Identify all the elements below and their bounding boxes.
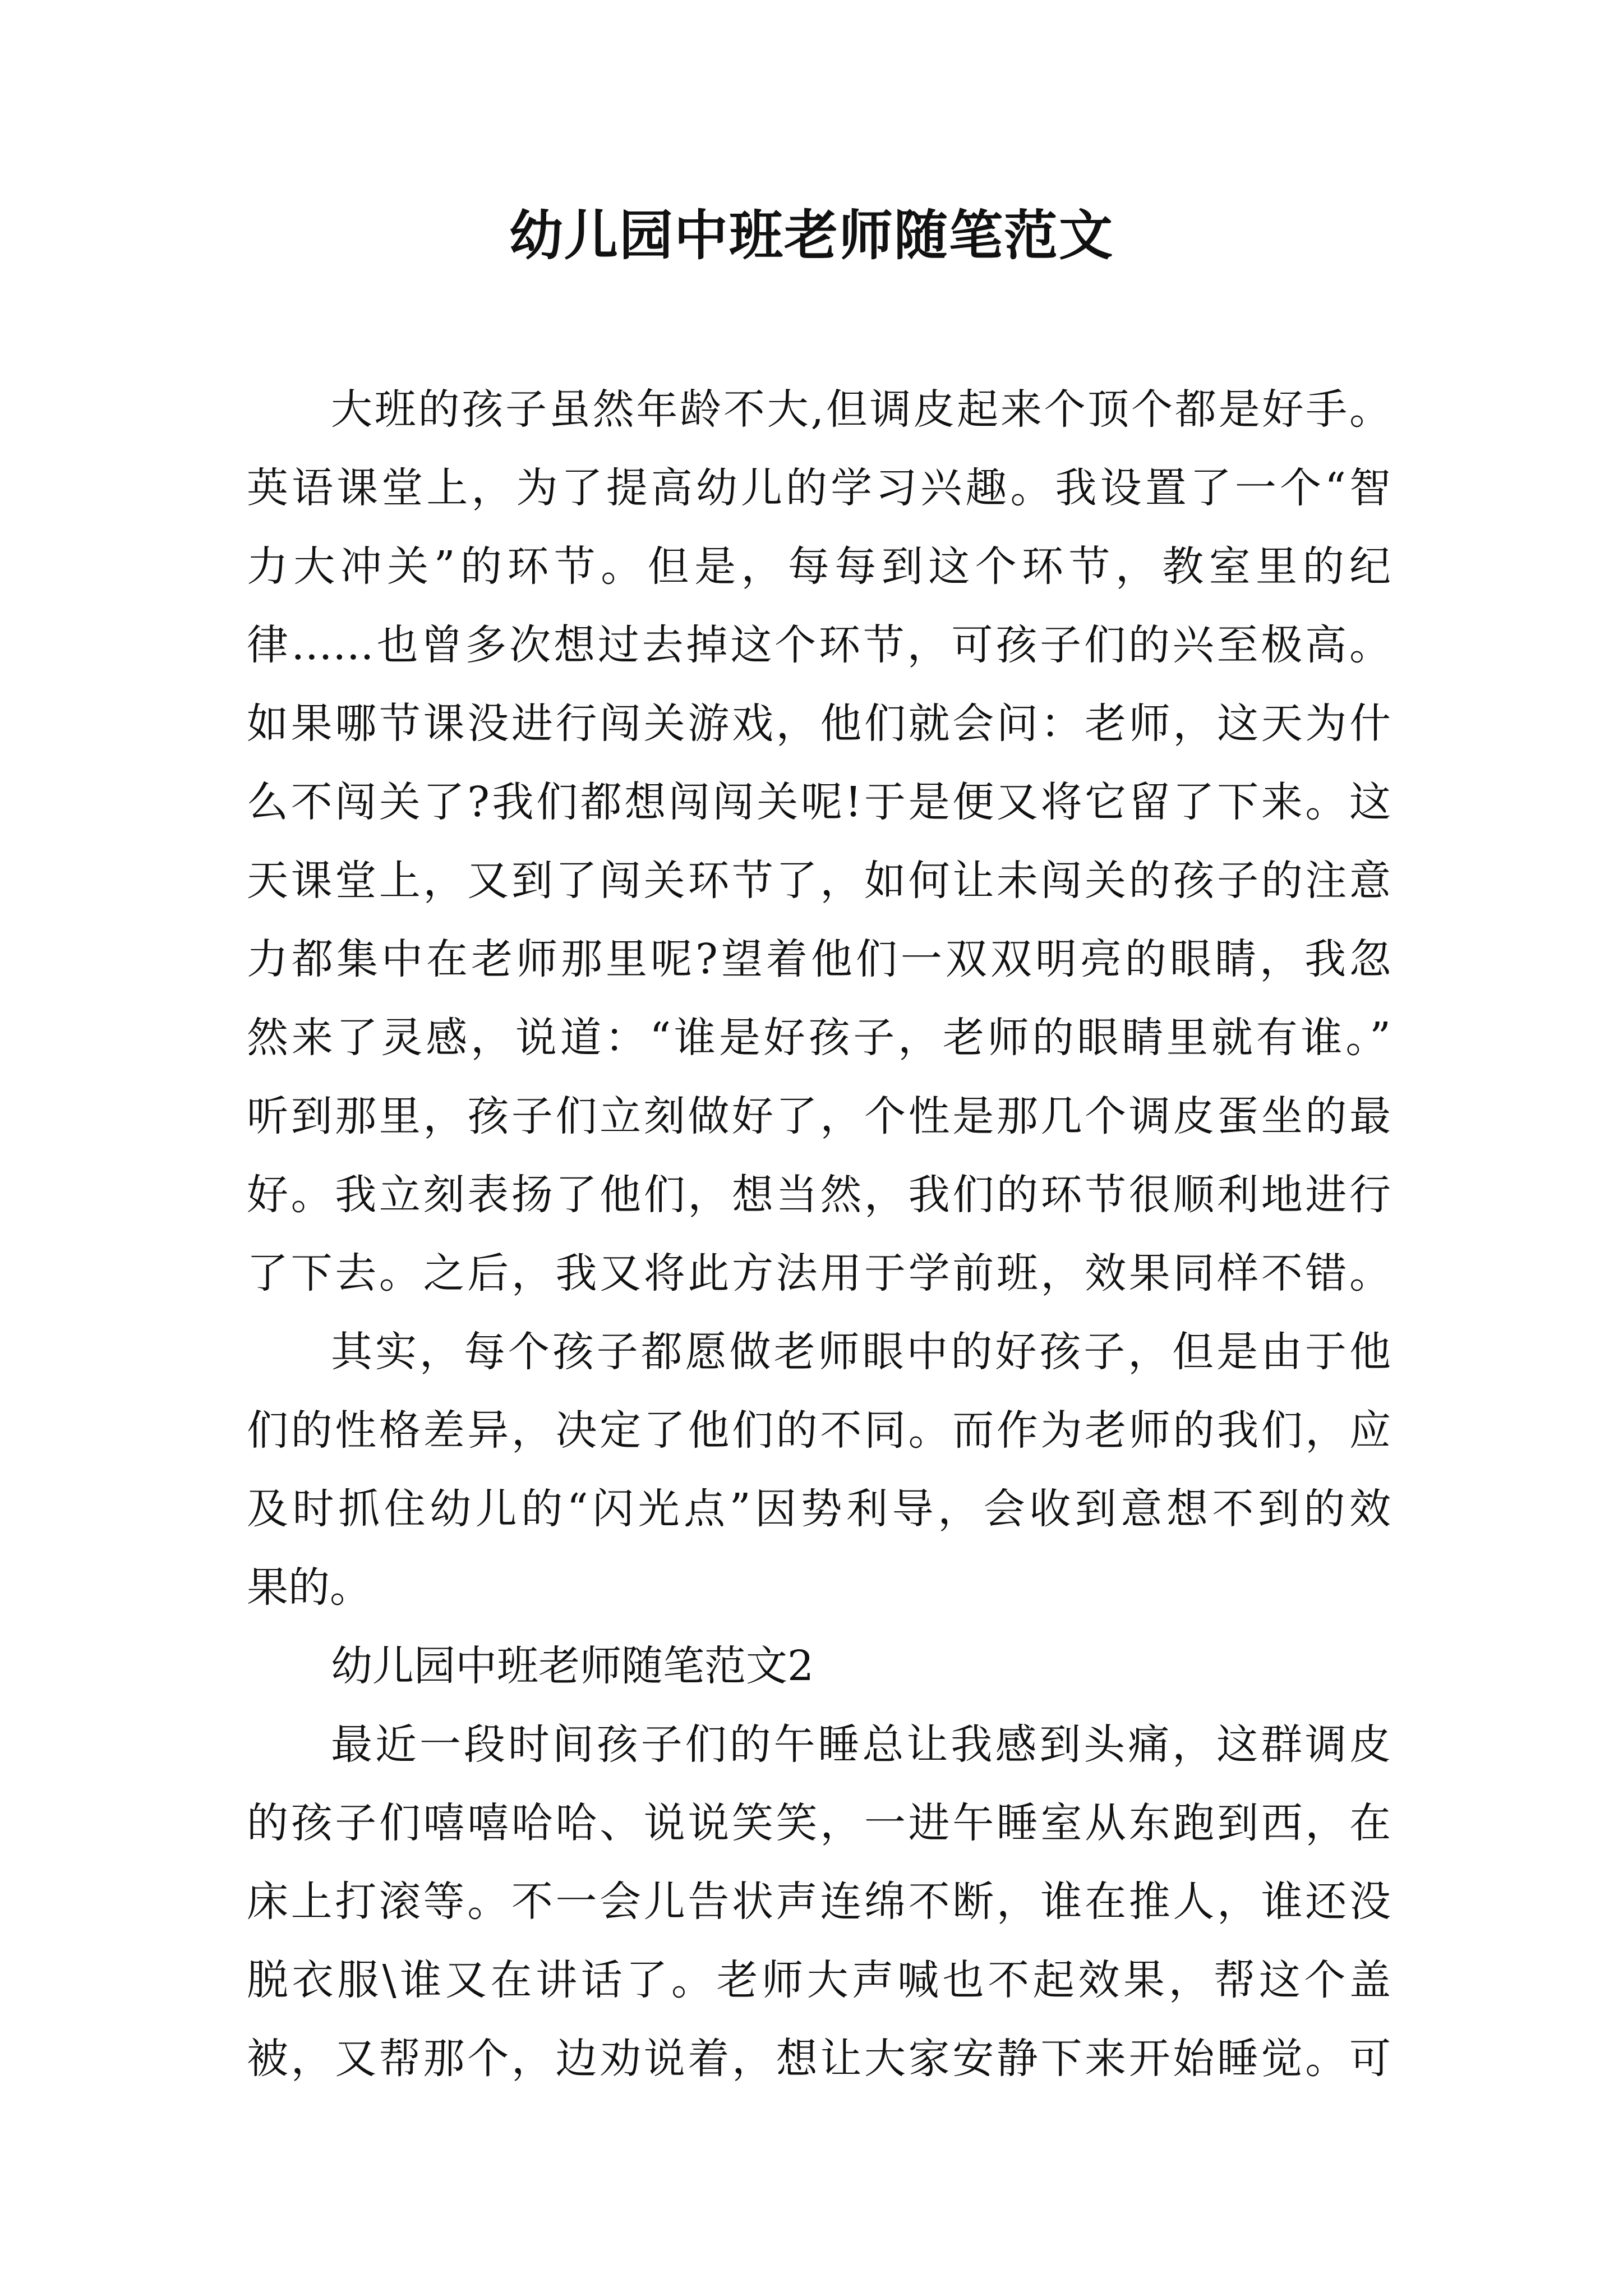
text-line: 们的性格差异，决定了他们的不同。而作为老师的我们，应	[247, 1406, 1391, 1455]
text-line: 听到那里，孩子们立刻做好了，个性是那几个调皮蛋坐的最	[247, 1092, 1391, 1140]
text-line: 律……也曾多次想过去掉这个环节，可孩子们的兴至极高。	[247, 621, 1391, 669]
text-line: 及时抓住幼儿的“闪光点”因势利导，会收到意想不到的效	[247, 1485, 1391, 1533]
text-line: 英语课堂上，为了提高幼儿的学习兴趣。我设置了一个“智	[247, 464, 1391, 512]
text-line: 的孩子们嘻嘻哈哈、说说笑笑，一进午睡室从东跑到西，在	[247, 1799, 1391, 1847]
text-line: 天课堂上，又到了闯关环节了，如何让未闯关的孩子的注意	[247, 857, 1391, 905]
text-line: 力都集中在老师那里呢?望着他们一双双明亮的眼睛，我忽	[247, 935, 1391, 983]
text-line: 如果哪节课没进行闯关游戏，他们就会问：老师，这天为什	[247, 700, 1391, 748]
text-line: 幼儿园中班老师随笔范文2	[331, 1642, 814, 1690]
text-line: 力大冲关”的环节。但是，每每到这个环节，教室里的纪	[247, 542, 1391, 591]
text-line: 大班的孩子虽然年龄不大,但调皮起来个顶个都是好手。	[331, 385, 1391, 434]
text-line: 么不闯关了?我们都想闯闯关呢!于是便又将它留了下来。这	[247, 778, 1391, 826]
text-line: 最近一段时间孩子们的午睡总让我感到头痛，这群调皮	[331, 1720, 1391, 1769]
text-line: 床上打滚等。不一会儿告状声连绵不断，谁在推人，谁还没	[247, 1878, 1391, 1926]
text-line: 其实，每个孩子都愿做老师眼中的好孩子，但是由于他	[331, 1328, 1391, 1376]
text-line: 然来了灵感，说道：“谁是好孩子，老师的眼睛里就有谁。”	[247, 1014, 1391, 1062]
text-line: 被，又帮那个，边劝说着，想让大家安静下来开始睡觉。可	[247, 2035, 1391, 2083]
text-line: 了下去。之后，我又将此方法用于学前班，效果同样不错。	[247, 1249, 1391, 1297]
text-line: 脱衣服\谁又在讲话了。老师大声喊也不起效果，帮这个盖	[247, 1956, 1391, 2004]
text-line: 好。我立刻表扬了他们，想当然，我们的环节很顺利地进行	[247, 1171, 1391, 1219]
document-title: 幼儿园中班老师随笔范文	[509, 204, 1114, 267]
document-body	[247, 370, 1391, 2098]
text-line: 果的。	[247, 1563, 371, 1612]
